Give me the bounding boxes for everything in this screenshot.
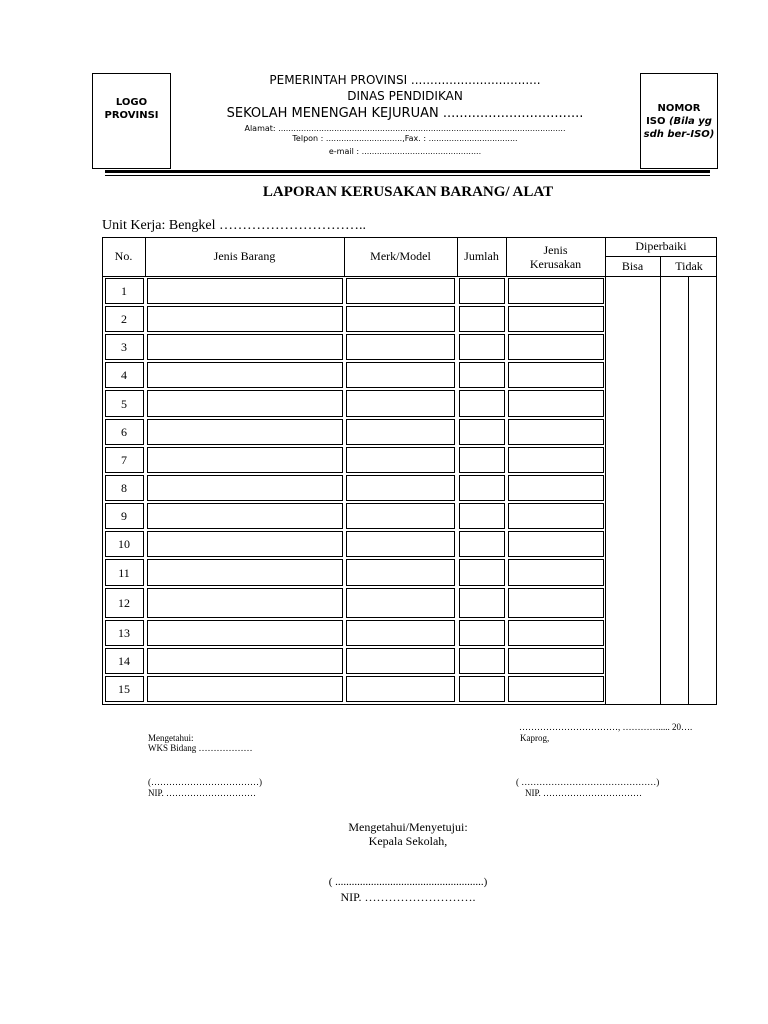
cell-merk <box>346 334 455 360</box>
cell-jenis-barang <box>147 503 343 529</box>
col-header-kerusakan-line1: Jenis <box>543 242 568 257</box>
cell-jenis-barang <box>147 334 343 360</box>
signature-date-line: ……………………………, …………..... 20…. <box>519 722 693 732</box>
cell-jumlah <box>459 503 505 529</box>
header-line-school: SEKOLAH MENENGAH KEJURUAN .................................. <box>226 106 584 121</box>
col-header-jenis-barang: Jenis Barang <box>213 249 276 263</box>
cell-merk <box>346 419 455 445</box>
row-number: 6 <box>121 425 127 439</box>
cell-kerusakan <box>508 306 604 332</box>
cell-kerusakan <box>508 475 604 501</box>
cell-jumlah <box>459 390 505 417</box>
cell-kerusakan <box>508 559 604 586</box>
unit-kerja-label: Unit Kerja: Bengkel ………………………….. <box>102 218 367 233</box>
cell-merk <box>346 620 455 646</box>
cell-merk <box>346 531 455 557</box>
row-number: 7 <box>121 453 127 467</box>
body-divider-tidak <box>688 277 689 705</box>
cell-jumlah <box>459 362 505 388</box>
row-number: 9 <box>121 509 127 523</box>
cell-merk <box>346 306 455 332</box>
cell-jenis-barang <box>147 362 343 388</box>
cell-jenis-barang <box>147 390 343 417</box>
cell-jenis-barang <box>147 559 343 586</box>
cell-jenis-barang <box>147 278 343 304</box>
iso-label-line2 <box>640 115 718 128</box>
cell-jenis-barang <box>147 620 343 646</box>
cell-kerusakan <box>508 362 604 388</box>
body-divider-kerusakan <box>605 277 606 705</box>
cell-jumlah <box>459 676 505 702</box>
cell-kerusakan <box>508 503 604 529</box>
cell-merk <box>346 447 455 473</box>
cell-jumlah <box>459 447 505 473</box>
signature-center-paren: ( ......................................................) <box>328 876 488 888</box>
iso-label-note-2: sdh ber-ISO) <box>643 129 715 140</box>
signature-right-role: Kaprog, <box>520 733 550 743</box>
header-email: e-mail : ............................................... <box>328 147 482 156</box>
col-header-tidak: Tidak <box>675 259 703 273</box>
col-header-merk: Merk/Model <box>370 249 431 263</box>
cell-kerusakan <box>508 334 604 360</box>
header-line-dinas: DINAS PENDIDIKAN <box>347 89 463 103</box>
cell-jenis-barang <box>147 475 343 501</box>
row-number: 2 <box>121 312 127 326</box>
cell-jenis-barang <box>147 588 343 618</box>
header-phone: Telpon : ..............................,Fax. : ................................... <box>292 134 518 143</box>
signature-center-know: Mengetahui/Menyetujui: <box>348 820 468 834</box>
cell-jumlah <box>459 306 505 332</box>
signature-right-nip: NIP. …………………………… <box>525 788 643 798</box>
iso-label-line1: NOMOR <box>657 103 701 114</box>
iso-label-iso: ISO <box>646 116 669 127</box>
logo-label-line2: PROVINSI <box>104 110 159 121</box>
row-number: 8 <box>121 481 127 495</box>
cell-jenis-barang <box>147 676 343 702</box>
signature-left-paren: (………………………………) <box>148 777 262 787</box>
row-number: 13 <box>118 626 130 640</box>
cell-merk <box>346 362 455 388</box>
cell-merk <box>346 503 455 529</box>
row-number: 12 <box>118 596 130 610</box>
cell-merk <box>346 475 455 501</box>
col-header-kerusakan-line2: Kerusakan <box>529 256 582 271</box>
cell-jumlah <box>459 559 505 586</box>
signature-right-paren: ( ………………………………………) <box>516 777 660 787</box>
row-number: 10 <box>118 537 130 551</box>
row-number: 5 <box>121 397 127 411</box>
logo-label-line1: LOGO <box>115 97 148 108</box>
header-address: Alamat: ................................................................................................................. <box>244 124 566 133</box>
col-header-jumlah: Jumlah <box>464 249 499 263</box>
cell-jumlah <box>459 531 505 557</box>
header-bottom-rule <box>102 276 717 277</box>
cell-merk <box>346 676 455 702</box>
cell-merk <box>346 588 455 618</box>
logo-label <box>92 96 171 122</box>
header-line-province: PEMERINTAH PROVINSI .................................. <box>269 73 541 87</box>
iso-label <box>640 102 718 141</box>
iso-label-note: (Bila yg <box>668 116 712 127</box>
cell-jenis-barang <box>147 531 343 557</box>
cell-jumlah <box>459 278 505 304</box>
cell-jenis-barang <box>147 419 343 445</box>
cell-jumlah <box>459 588 505 618</box>
cell-jumlah <box>459 475 505 501</box>
cell-jenis-barang <box>147 306 343 332</box>
row-number: 14 <box>118 654 130 668</box>
cell-jumlah <box>459 419 505 445</box>
cell-kerusakan <box>508 447 604 473</box>
cell-jumlah <box>459 648 505 674</box>
signature-left-role: WKS Bidang ……………… <box>148 743 253 753</box>
cell-kerusakan <box>508 620 604 646</box>
cell-merk <box>346 559 455 586</box>
cell-jenis-barang <box>147 648 343 674</box>
cell-jumlah <box>459 334 505 360</box>
signature-left-nip: NIP. ………………………… <box>148 788 257 798</box>
letterhead-rule-thick <box>105 170 710 173</box>
row-number: 1 <box>121 284 127 298</box>
cell-merk <box>346 278 455 304</box>
cell-jumlah <box>459 620 505 646</box>
row-number: 11 <box>118 566 130 580</box>
cell-kerusakan <box>508 648 604 674</box>
cell-kerusakan <box>508 278 604 304</box>
col-header-no: No. <box>114 249 133 263</box>
cell-jenis-barang <box>147 447 343 473</box>
row-number: 3 <box>121 340 127 354</box>
letterhead-rule-thin <box>105 175 710 176</box>
row-number: 15 <box>118 682 130 696</box>
cell-merk <box>346 648 455 674</box>
cell-kerusakan <box>508 531 604 557</box>
cell-merk <box>346 390 455 417</box>
cell-kerusakan <box>508 390 604 417</box>
iso-label-line3 <box>640 128 718 141</box>
col-header-bisa: Bisa <box>621 259 644 273</box>
cell-kerusakan <box>508 588 604 618</box>
signature-left-know: Mengetahui: <box>148 733 194 743</box>
signature-center-role: Kepala Sekolah, <box>368 834 448 848</box>
cell-kerusakan <box>508 419 604 445</box>
row-number: 4 <box>121 368 127 382</box>
body-divider-bisa <box>660 277 661 705</box>
col-header-diperbaiki: Diperbaiki <box>635 239 687 253</box>
signature-center-nip: NIP. ………………………. <box>340 890 476 904</box>
col-header-kerusakan <box>506 237 605 276</box>
cell-kerusakan <box>508 676 604 702</box>
document-title: LAPORAN KERUSAKAN BARANG/ ALAT <box>262 184 554 200</box>
